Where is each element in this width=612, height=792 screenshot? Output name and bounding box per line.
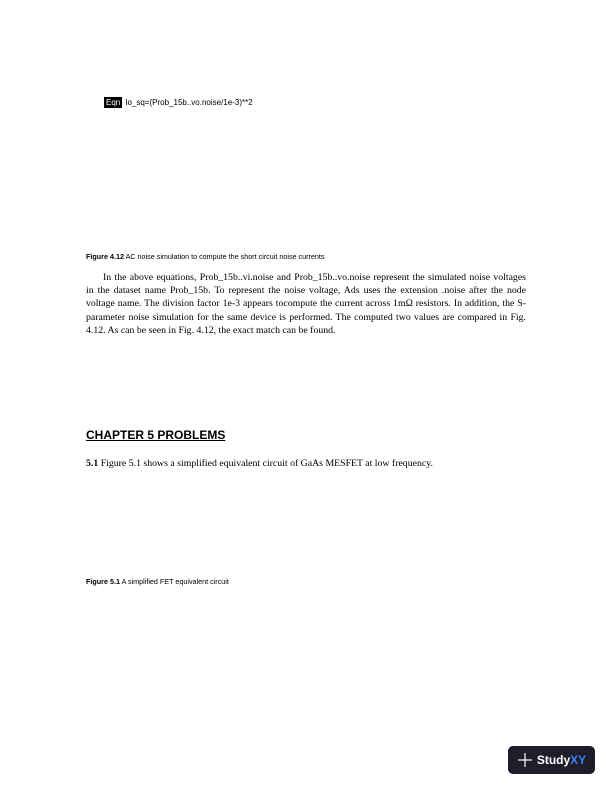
plus-icon [517,752,533,768]
equation-text: Io_sq=(Prob_15b..vo.noise/1e-3)**2 [125,98,253,107]
figure-5-1-label: Figure 5.1 [86,577,120,586]
body-paragraph: In the above equations, Prob_15b..vi.noise and Prob_15b..vo.noise represent the simulated noise voltages in the dataset name Prob_15b. To represent the noise voltage, Ads uses the extension .noise after the node voltage name. The division factor 1e-3 appears tocompute the current across 1mΩ resistors. In addition, the S-parameter noise simulation for the same device is performed. The computed two values are compared in Fig. 4.12. As can be seen in Fig. 4.12, the exact match can be found. [86,272,526,336]
problem-number: 5.1 [86,458,99,469]
equation-line [104,97,253,108]
chapter-heading: CHAPTER 5 PROBLEMS [86,428,226,442]
problem-text: Figure 5.1 shows a simplified equivalent circuit of GaAs MESFET at low frequency. [98,458,433,469]
problem-5-1 [86,457,526,470]
studyxy-watermark [508,746,595,774]
figure-4-12-label: Figure 4.12 [86,252,124,261]
figure-4-12-caption [86,252,325,261]
equation-tag: Eqn [106,98,121,107]
brand-main: Study [536,753,571,767]
figure-5-1-caption-text: A simplified FET equivalent circuit [121,577,229,586]
figure-5-1-caption [86,577,229,586]
brand-accent: XY [570,753,587,767]
figure-4-12-caption-text: AC noise simulation to compute the short circuit noise currents [125,252,325,261]
